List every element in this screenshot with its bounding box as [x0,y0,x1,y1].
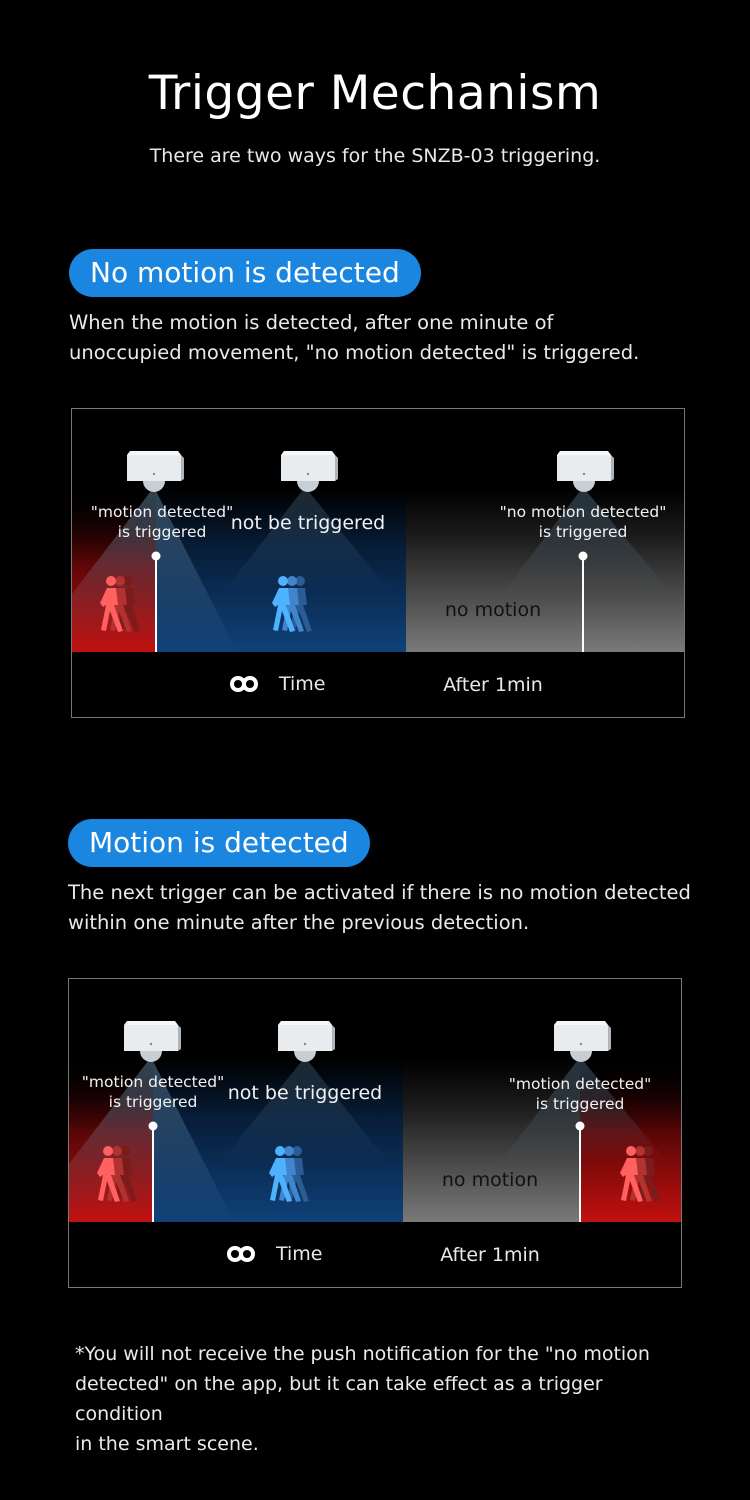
right-label-line-1: "no motion detected" [499,503,667,521]
footnote-line-1: *You will not receive the push notification for the "no motion [75,1343,650,1365]
left-label-line-2: is triggered [108,1093,198,1111]
diagram-1 [71,408,685,718]
footnote-line-2: detected" on the app, but it can take effect as a trigger condition [75,1373,603,1425]
section-2-description-line-1: The next trigger can be activated if there is no motion detected [68,881,691,904]
motion-sensor-icon [281,451,338,492]
section-2-pill: Motion is detected [68,819,370,867]
trigger-dot-right [579,552,588,561]
time-label: Time [276,1243,323,1265]
middle-label: not be triggered [227,1082,383,1104]
trigger-dot-left [149,1122,158,1131]
diagram-1-canvas [72,409,685,718]
after-1min-label: After 1min [440,1244,540,1266]
no-motion-label: no motion [444,599,542,621]
page-title: Trigger Mechanism [148,66,602,121]
no-motion-label: no motion [441,1169,539,1191]
left-label-line-2: is triggered [117,523,207,541]
motion-sensor-icon [124,1021,181,1062]
after-1min-label: After 1min [443,674,543,696]
left-label-line-1: "motion detected" [90,503,234,521]
right-label-line-1: "motion detected" [508,1075,652,1093]
right-label-line-2: is triggered [538,523,628,541]
trigger-dot-right [576,1122,585,1131]
diagram-2 [68,978,682,1288]
right-label-line-2: is triggered [535,1095,625,1113]
infinity-icon [229,1248,253,1260]
time-label: Time [279,673,326,695]
section-1-description-line-2: unoccupied movement, "no motion detected" is triggered. [69,341,640,364]
left-label-line-1: "motion detected" [81,1073,225,1091]
footnote-line-3: in the smart scene. [75,1433,259,1455]
motion-sensor-icon [557,451,614,492]
infinity-icon [232,678,256,690]
section-2-description [68,878,691,938]
motion-sensor-icon [127,451,184,492]
diagram-2-canvas [69,979,682,1288]
section-1-pill: No motion is detected [69,249,421,297]
footnote [75,1339,695,1459]
motion-sensor-icon [554,1021,611,1062]
section-1-description-line-1: When the motion is detected, after one minute of [69,311,554,334]
section-2-description-line-2: within one minute after the previous detection. [68,911,530,934]
section-1-description [69,308,639,368]
motion-sensor-icon [278,1021,335,1062]
page-subtitle: There are two ways for the SNZB-03 triggering. [149,145,601,167]
middle-label: not be triggered [230,512,386,534]
trigger-dot-left [152,552,161,561]
